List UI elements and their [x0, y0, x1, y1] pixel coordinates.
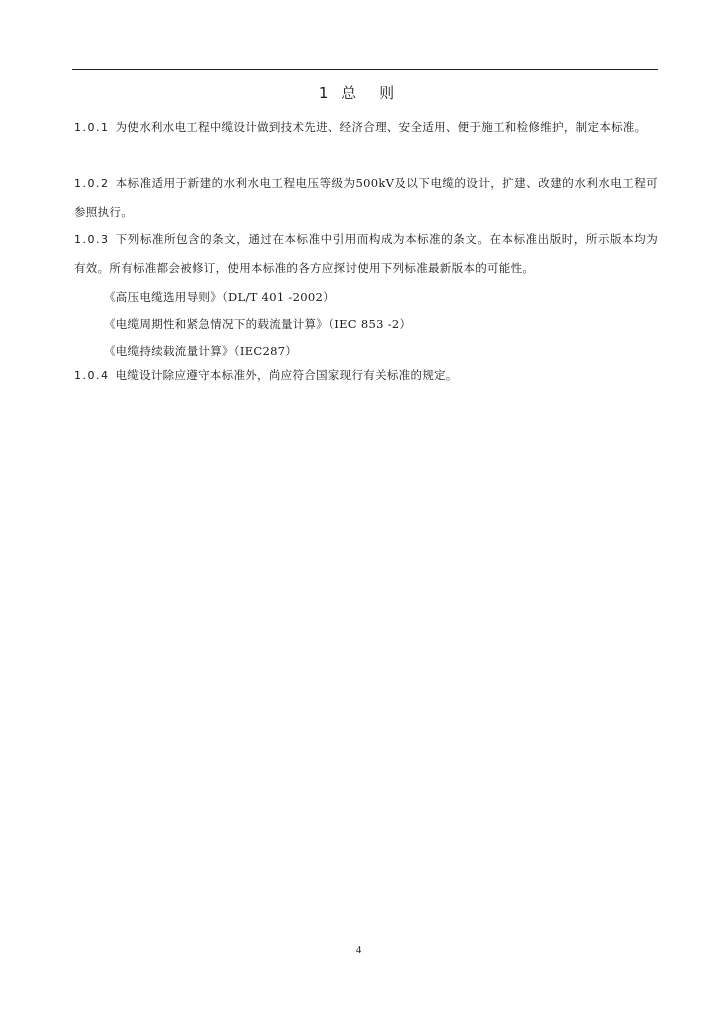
page-number: 4	[355, 944, 362, 956]
clause-text: 本标准适用于新建的水利水电工程电压等级为500kV及以下电缆的设计，扩建、改建的水利水电工程可参照执行。	[74, 176, 658, 219]
clause-number: 1.0.4	[74, 369, 110, 382]
clause-text: 为使水利水电工程中缆设计做到技术先进、经济合理、安全适用、便于施工和检修维护，制定本标准。	[115, 120, 647, 134]
clause-text: 电缆设计除应遵守本标准外，尚应符合国家现行有关标准的规定。	[115, 368, 458, 382]
clause-1-0-3	[74, 225, 658, 282]
header-rule	[72, 69, 658, 70]
reference-item: 《高压电缆选用导则》（DL/T 401 -2002）	[104, 290, 335, 304]
clause-1-0-4	[74, 361, 658, 390]
section-title: 1 总 则	[318, 84, 399, 102]
reference-item: 《电缆周期性和紧急情况下的载流量计算》（IEC 853 -2）	[104, 317, 412, 331]
clause-text: 下列标准所包含的条文，通过在本标准中引用而构成为本标准的条文。在本标准出版时，所示版本均为有效。所有标准都会被修订，使用本标准的各方应探讨使用下列标准最新版本的可能性。	[74, 232, 658, 275]
clause-number: 1.0.1	[74, 121, 110, 134]
clause-1-0-1	[74, 113, 658, 142]
clause-1-0-2	[74, 169, 658, 226]
clause-number: 1.0.3	[74, 233, 110, 246]
reference-item: 《电缆持续载流量计算》（IEC287）	[104, 344, 298, 358]
clause-number: 1.0.2	[74, 177, 110, 190]
